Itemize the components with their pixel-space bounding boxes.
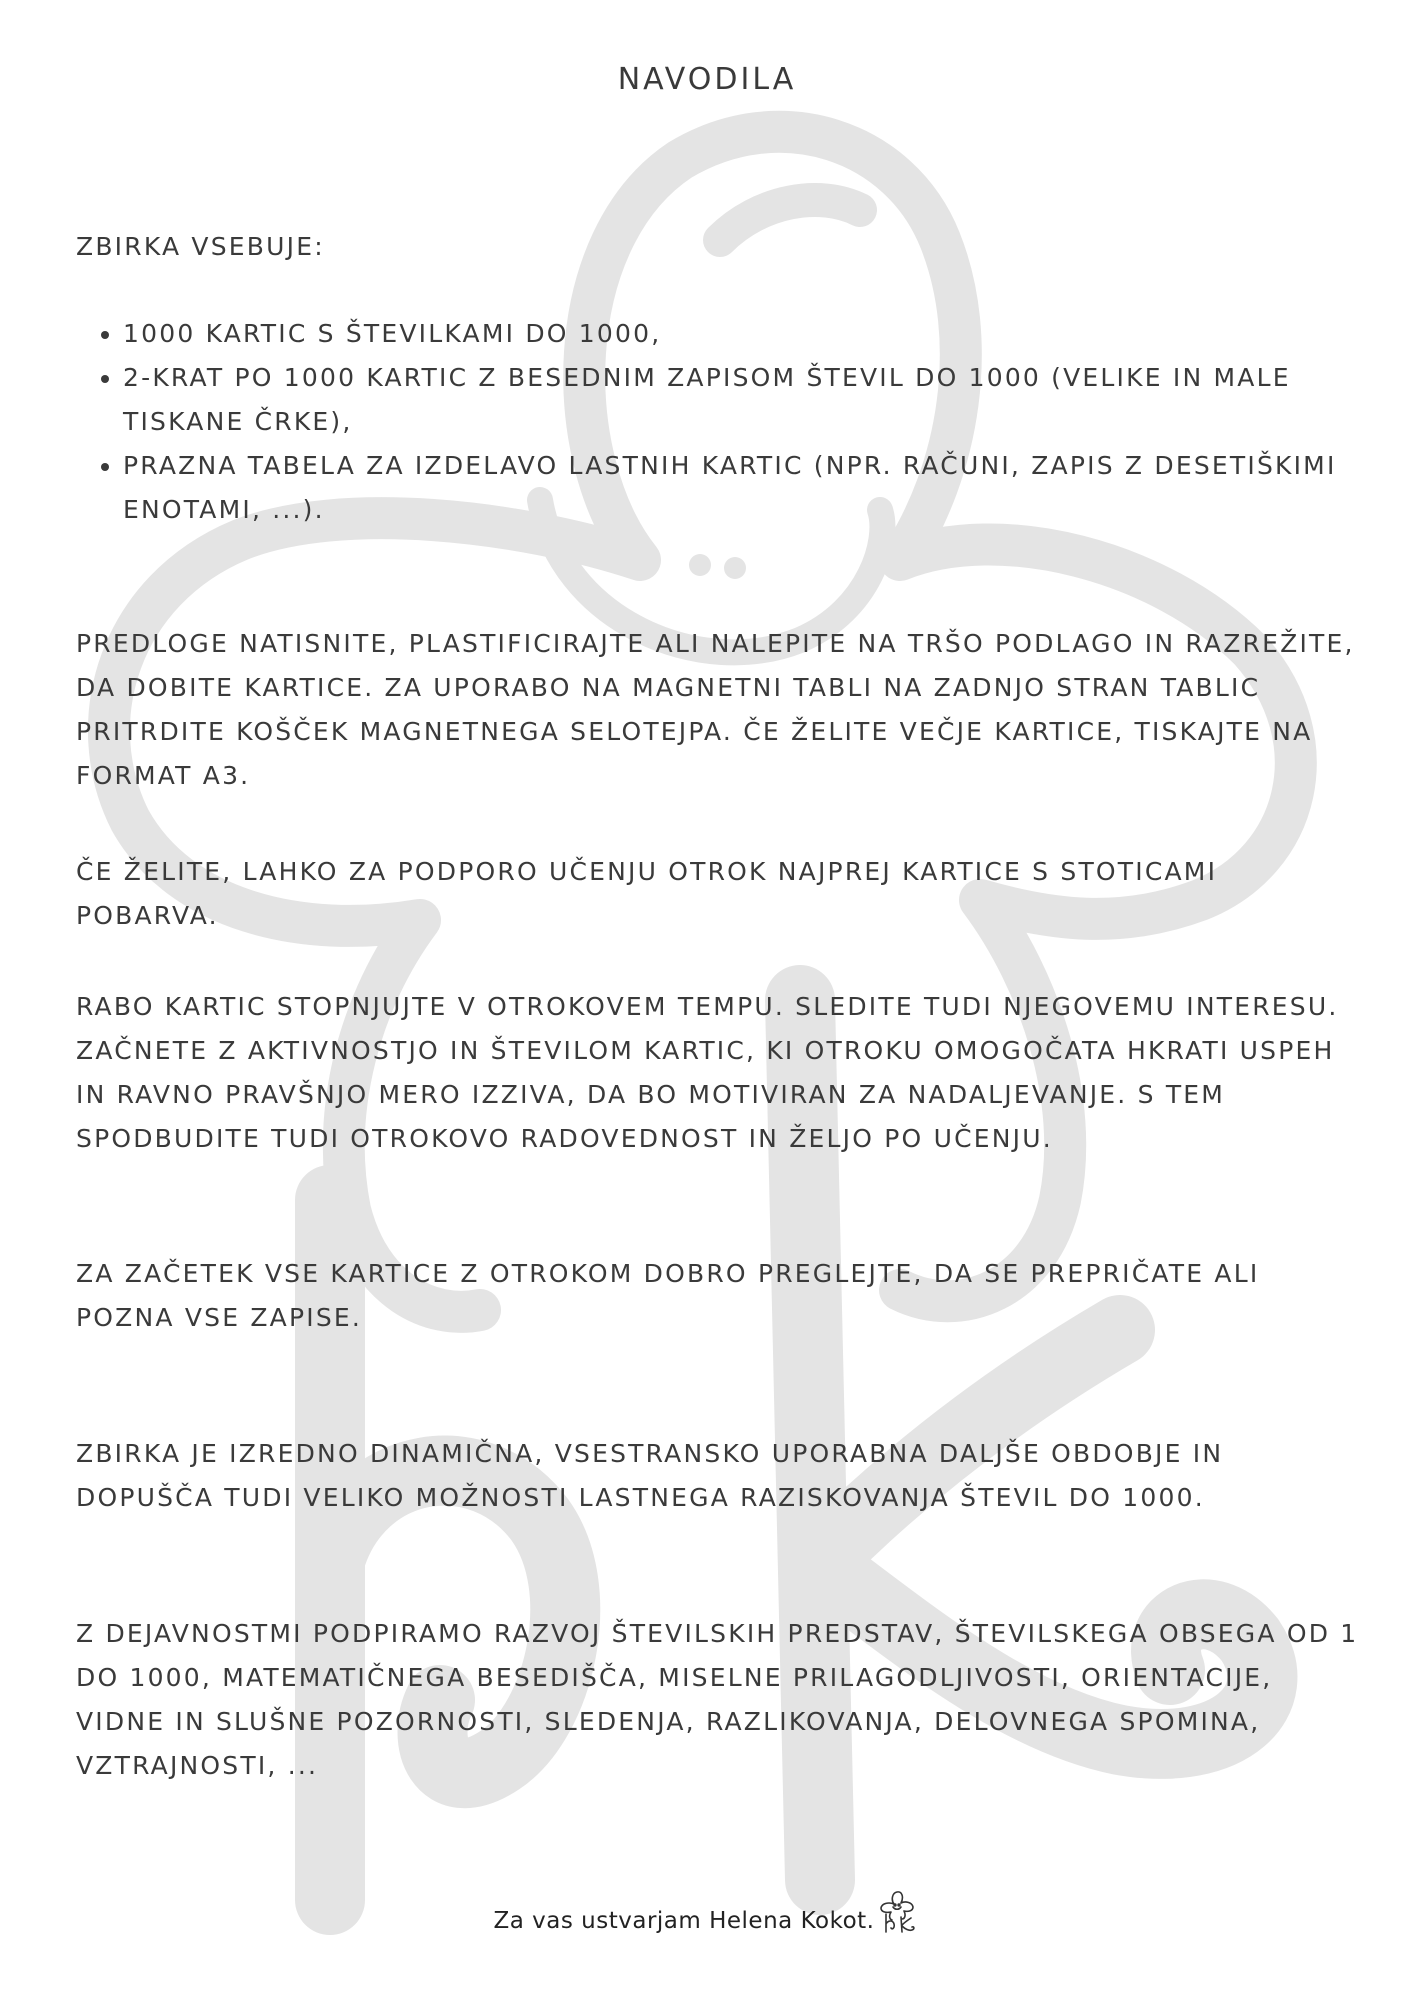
paragraph-review: ZA ZAČETEK VSE KARTICE Z OTROKOM DOBRO PREGLEJTE, DA SE PREPRIČATE ALI POZNA VSE ZAPISE. [76,1259,1260,1332]
footer [0,1890,1414,1934]
contents-heading: ZBIRKA VSEBUJE: [76,232,325,261]
paragraph-coloring: ČE ŽELITE, LAHKO ZA PODPORO UČENJU OTROK NAJPREJ KARTICE S STOTICAMI POBARVA. [76,857,1218,930]
list-item: • 1000 KARTIC S ŠTEVILKAMI DO 1000, [123,312,1393,356]
paragraph-dynamic: ZBIRKA JE IZREDNO DINAMIČNA, VSESTRANSKO UPORABNA DALJŠE OBDOBJE IN DOPUŠČA TUDI VELIKO MOŽNOSTI LASTNEGA RAZISKOVANJA ŠTEVIL DO 1000. [76,1439,1224,1512]
flower-hk-logo-icon [874,1890,920,1934]
footer-text: Za vas ustvarjam Helena Kokot. [493,1908,875,1934]
paragraph-printing: PREDLOGE NATISNITE, PLASTIFICIRAJTE ALI NALEPITE NA TRŠO PODLAGO IN RAZREŽITE, DA DOBITE KARTICE. ZA UPORABO NA MAGNETNI TABLI NA ZADNJO STRAN TABLIC PRITRDITE KOŠČEK MAGNETNEGA SELOTEJPA. ČE ŽELITE VEČJE KARTICE, TISKAJTE NA FORMAT A3. [76,629,1355,790]
list-item: • PRAZNA TABELA ZA IZDELAVO LASTNIH KARTIC (NPR. RAČUNI, ZAPIS Z DESETIŠKIMI ENOTAMI, ...). [123,444,1393,532]
page-title: NAVODILA [617,62,797,97]
list-item: • 2-KRAT PO 1000 KARTIC Z BESEDNIM ZAPISOM ŠTEVIL DO 1000 (VELIKE IN MALE TISKANE ČRKE), [123,356,1393,444]
contents-list [76,312,1393,532]
paragraph-pace: RABO KARTIC STOPNJUJTE V OTROKOVEM TEMPU. SLEDITE TUDI NJEGOVEMU INTERESU. ZAČNETE Z AKTIVNOSTJO IN ŠTEVILOM KARTIC, KI OTROKU OMOGOČATA HKRATI USPEH IN RAVNO PRAVŠNJO MERO IZZIVA, DA BO MOTIVIRAN ZA NADALJEVANJE. S TEM SPODBUDITE TUDI OTROKOVO RADOVEDNOST IN ŽELJO PO UČENJU. [76,992,1339,1153]
paragraph-development: Z DEJAVNOSTMI PODPIRAMO RAZVOJ ŠTEVILSKIH PREDSTAV, ŠTEVILSKEGA OBSEGA OD 1 DO 1000, MATEMATIČNEGA BESEDIŠČA, MISELNE PRILAGODLJIVOSTI, ORIENTACIJE, VIDNE IN SLUŠNE POZORNOSTI, SLEDENJA, RAZLIKOVANJA, DELOVNEGA SPOMINA, VZTRAJNOSTI, ... [76,1619,1359,1780]
